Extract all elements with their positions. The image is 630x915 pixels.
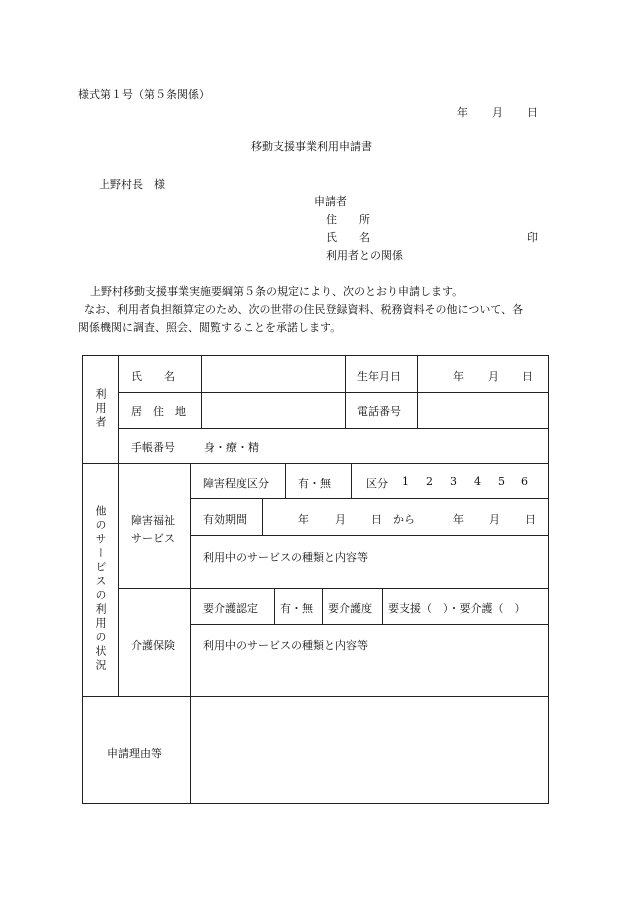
phone-label: 電話番号: [357, 405, 401, 418]
category-option-6[interactable]: 6: [521, 475, 528, 488]
care-service-details-field[interactable]: [192, 655, 547, 695]
period-end-month-label: 月: [489, 513, 500, 526]
other-services-section-label: 他のサービスの利用の状況: [94, 505, 107, 673]
name-label: 氏 名: [131, 370, 175, 383]
care-insurance-label: 介護保険: [131, 639, 175, 652]
user-section-label: 利用者: [94, 388, 107, 430]
form-number: 様式第１号（第５条関係）: [78, 88, 210, 101]
birth-month-label: 月: [488, 370, 499, 383]
date-day-label: 日: [527, 106, 538, 119]
period-start-year-label: 年: [298, 513, 309, 526]
period-start-day-label: 日: [371, 513, 382, 526]
disability-yes-no[interactable]: 有・無: [298, 477, 331, 490]
period-start-month-label: 月: [335, 513, 346, 526]
period-end-year-label: 年: [453, 513, 464, 526]
application-reason-label: 申請理由等: [107, 747, 162, 760]
residence-label: 居 住 地: [131, 405, 186, 418]
care-level-options[interactable]: 要支援（ ）・要介護（ ）: [388, 602, 526, 615]
applicant-address-label: 住 所: [326, 213, 370, 226]
name-field[interactable]: [203, 357, 343, 391]
period-end-day-label: 日: [525, 513, 536, 526]
residence-field[interactable]: [203, 394, 343, 427]
applicant-heading: 申請者: [314, 195, 347, 208]
valid-period-label: 有効期間: [203, 513, 247, 526]
category-option-5[interactable]: 5: [498, 475, 505, 488]
date-month-label: 月: [492, 106, 503, 119]
category-option-2[interactable]: 2: [426, 475, 433, 488]
welfare-service-details-label: 利用中のサービスの種類と内容等: [203, 551, 368, 564]
care-level-label: 要介護度: [328, 602, 372, 615]
document-title: 移動支援事業利用申請書: [251, 140, 372, 153]
care-service-details-label: 利用中のサービスの種類と内容等: [203, 639, 368, 652]
welfare-service-details-field[interactable]: [192, 565, 547, 587]
birth-date-label: 生年月日: [357, 370, 401, 383]
handbook-types: 身・療・精: [204, 441, 259, 454]
date-year-label: 年: [457, 106, 468, 119]
seal-mark: 印: [527, 231, 538, 244]
body-paragraph-2-line-1: なお、利用者負担額算定のため、次の世帯の住民登録資料、税務資料その他について、各: [84, 303, 524, 316]
applicant-relation-label: 利用者との関係: [326, 249, 403, 262]
category-option-3[interactable]: 3: [450, 475, 457, 488]
period-from-label: から: [393, 513, 415, 526]
category-option-1[interactable]: 1: [402, 475, 409, 488]
birth-year-label: 年: [453, 370, 464, 383]
handbook-number-label: 手帳番号: [131, 441, 175, 454]
phone-field[interactable]: [419, 394, 547, 427]
welfare-service-label-line-2: サービス: [131, 532, 175, 545]
category-label: 区分: [366, 477, 388, 490]
body-paragraph-1: 上野村移動支援事業実施要綱第５条の規定により、次のとおり申請します。: [90, 285, 464, 298]
care-certification-yes-no[interactable]: 有・無: [280, 602, 313, 615]
category-option-4[interactable]: 4: [474, 475, 481, 488]
addressee: 上野村長 様: [99, 178, 165, 191]
welfare-service-label-line-1: 障害福祉: [131, 514, 175, 527]
disability-level-label: 障害程度区分: [203, 477, 269, 490]
body-paragraph-2-line-2: 関係機関に調査、照会、閲覧することを承諾します。: [78, 321, 342, 334]
care-certification-label: 要介護認定: [203, 602, 258, 615]
application-reason-field[interactable]: [192, 698, 547, 802]
birth-day-label: 日: [522, 370, 533, 383]
applicant-name-label: 氏 名: [326, 231, 370, 244]
